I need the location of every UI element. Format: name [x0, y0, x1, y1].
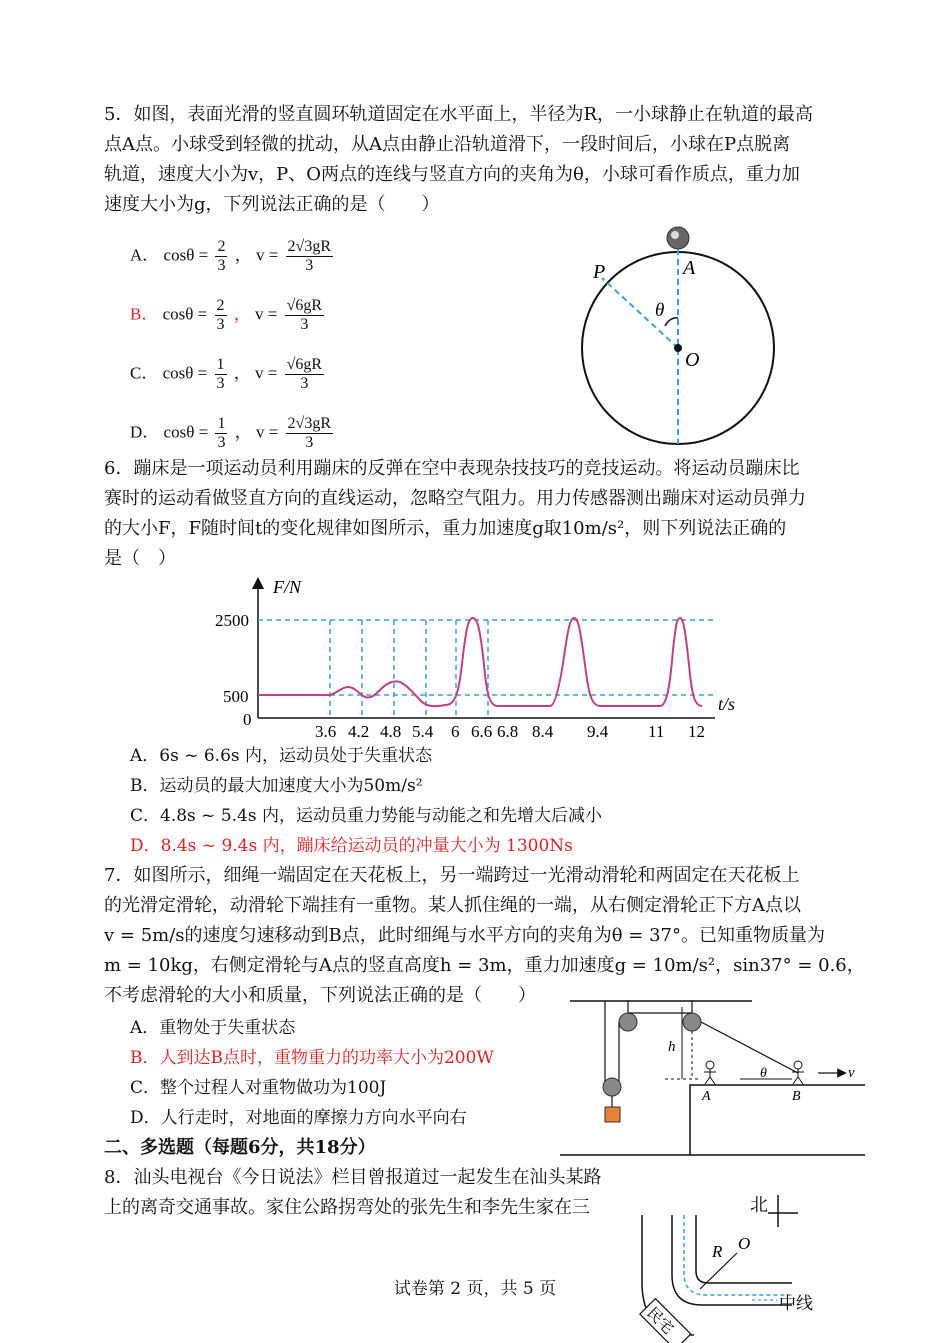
x-tick: 3.6 [315, 722, 337, 741]
label-north: 北 [750, 1195, 768, 1215]
label-h: h [668, 1039, 676, 1055]
x-tick: 6 [451, 722, 460, 741]
ball [667, 227, 689, 249]
person-b [792, 1061, 804, 1084]
q6-force-chart [205, 575, 745, 745]
label-house: 民宅 [643, 1304, 676, 1338]
q5-circle-figure [575, 222, 785, 447]
q7-option-d[interactable]: D．人行走时，对地面的摩擦力方向水平向右 [130, 1108, 467, 1128]
q6-option-c[interactable]: C．4.8s ~ 5.4s 内，运动员重力势能与动能之和先增大后减小 [130, 806, 602, 826]
person-a [704, 1061, 716, 1084]
weight-block [605, 1107, 620, 1122]
q5-line-4: 速度大小为g，下列说法正确的是（ ） [104, 194, 440, 215]
x-tick: 8.4 [532, 722, 554, 741]
label-p: P [593, 261, 606, 283]
q6-option-d[interactable]: D．8.4s ~ 9.4s 内，蹦床给运动员的冲量大小为 1300Ns [130, 836, 573, 856]
q5-option-a[interactable]: A． cosθ = $\frac{2}{3}$ ， v = $\frac{2√3gR}{3}$ [130, 238, 331, 274]
q5-option-d[interactable]: D． cosθ = $\frac{1}{3}$ ， v = $\frac{2√3gR}{3}$ [130, 415, 331, 451]
q6-option-a[interactable]: A．6s ~ 6.6s 内，运动员处于失重状态 [130, 746, 433, 766]
q7-pulley-figure [560, 995, 870, 1160]
moving-pulley [603, 1078, 621, 1096]
ball-highlight [671, 231, 679, 239]
y-tick-2500: 2500 [215, 611, 249, 630]
q5-line-3: 轨道，速度大小为v，P、O两点的连线与竖直方向的夹角为θ，小球可看作质点，重力加 [104, 164, 800, 185]
theta-arc [665, 318, 678, 326]
house-box [640, 1299, 691, 1343]
label-center-line: 中线 [779, 1294, 813, 1313]
q5-line-2: 点A点。小球受到轻微的扰动，从A点由静止沿轨道滑下，一段时间后，小球在P点脱离 [104, 134, 791, 155]
q6-option-b[interactable]: B．运动员的最大加速度大小为50m/s² [130, 776, 423, 796]
x-tick: 4.8 [380, 722, 402, 741]
q7-line-3: v = 5m/s的速度匀速移动到B点，此时细绳与水平方向的夹角为θ = 37°。已知重物质量为 [104, 925, 826, 946]
label-v: v [848, 1065, 855, 1081]
fixed-pulley-right [683, 1013, 701, 1031]
q8-line-2: 上的离奇交通事故。家住公路拐弯处的张先生和李先生家在三 [104, 1197, 590, 1218]
label-a: A [683, 257, 696, 279]
q8-line-1: 8．汕头电视台《今日说法》栏目曾报道过一起发生在汕头某路 [104, 1167, 602, 1188]
label-theta: θ [760, 1066, 767, 1081]
q7-option-b[interactable]: B．人到达B点时，重物重力的功率大小为200W [130, 1048, 494, 1068]
q7-line-5: 不考虑滑轮的大小和质量，下列说法正确的是（ ） [104, 985, 536, 1006]
x-tick: 11 [648, 722, 665, 741]
label-a: A [702, 1089, 711, 1104]
x-axis-label: t/s [718, 694, 736, 714]
q5-option-c[interactable]: C． cosθ = $\frac{1}{3}$ ， v = $\frac{√6gR}{3}$ [130, 356, 323, 392]
x-ticks [315, 722, 705, 741]
fixed-pulley-left [619, 1013, 637, 1031]
x-tick: 5.4 [412, 722, 434, 741]
q6-line-2: 赛时的运动看做竖直方向的直线运动，忽略空气阻力。用力传感器测出蹦床对运动员弹力 [104, 488, 806, 509]
x-tick: 6.8 [497, 722, 519, 741]
vertical-guides [330, 620, 488, 718]
label-o: O [685, 349, 700, 371]
label-b: B [792, 1089, 801, 1104]
label-r: R [712, 1242, 723, 1261]
q5-option-b[interactable]: B． cosθ = $\frac{2}{3}$ ， v = $\frac{√6gR}{3}$ [130, 297, 323, 333]
q7-line-4: m = 10kg，右侧定滑轮与A点的竖直高度h = 3m，重力加速度g = 10m/s²，sin37° = 0.6， [104, 955, 865, 976]
y-axis-label: F/N [273, 577, 302, 597]
po-dash [602, 278, 678, 348]
x-tick: 9.4 [587, 722, 609, 741]
q7-line-1: 7．如图所示，细绳一端固定在天花板上，另一端跨过一光滑动滑轮和两固定在天花板上 [104, 865, 800, 886]
rope-diagonal [701, 1022, 798, 1073]
q6-line-4: 是（ ） [104, 548, 176, 569]
force-curve [258, 618, 702, 706]
y-tick-0: 0 [243, 710, 252, 729]
x-tick: 6.6 [471, 722, 493, 741]
x-tick: 4.2 [348, 722, 370, 741]
page-footer: 试卷第 2 页，共 5 页 [393, 1279, 557, 1299]
q7-line-2: 的光滑定滑轮，动滑轮下端挂有一重物。某人抓住绳的一端，从右侧定滑轮正下方A点以 [104, 895, 801, 916]
label-o: O [738, 1234, 751, 1253]
label-theta: θ [655, 300, 665, 321]
center-dot [674, 344, 682, 352]
q7-option-c[interactable]: C．整个过程人对重物做功为100J [130, 1078, 387, 1098]
y-tick-500: 500 [223, 687, 249, 706]
x-tick: 12 [688, 722, 705, 741]
q7-option-a[interactable]: A．重物处于失重状态 [130, 1018, 296, 1038]
section-2-heading: 二、多选题（每题6分，共18分） [104, 1137, 376, 1158]
q5-line-1: 5．如图，表面光滑的竖直圆环轨道固定在水平面上，半径为R，一小球静止在轨道的最高 [104, 104, 814, 125]
q6-line-3: 的大小F，F随时间t的变化规律如图所示，重力加速度g取10m/s²，则下列说法正确的 [104, 518, 787, 539]
ground [690, 1085, 865, 1155]
q8-road-figure [632, 1185, 832, 1343]
q6-line-1: 6．蹦床是一项运动员利用蹦床的反弹在空中表现杂技技巧的竞技运动。将运动员蹦床比 [104, 458, 800, 479]
